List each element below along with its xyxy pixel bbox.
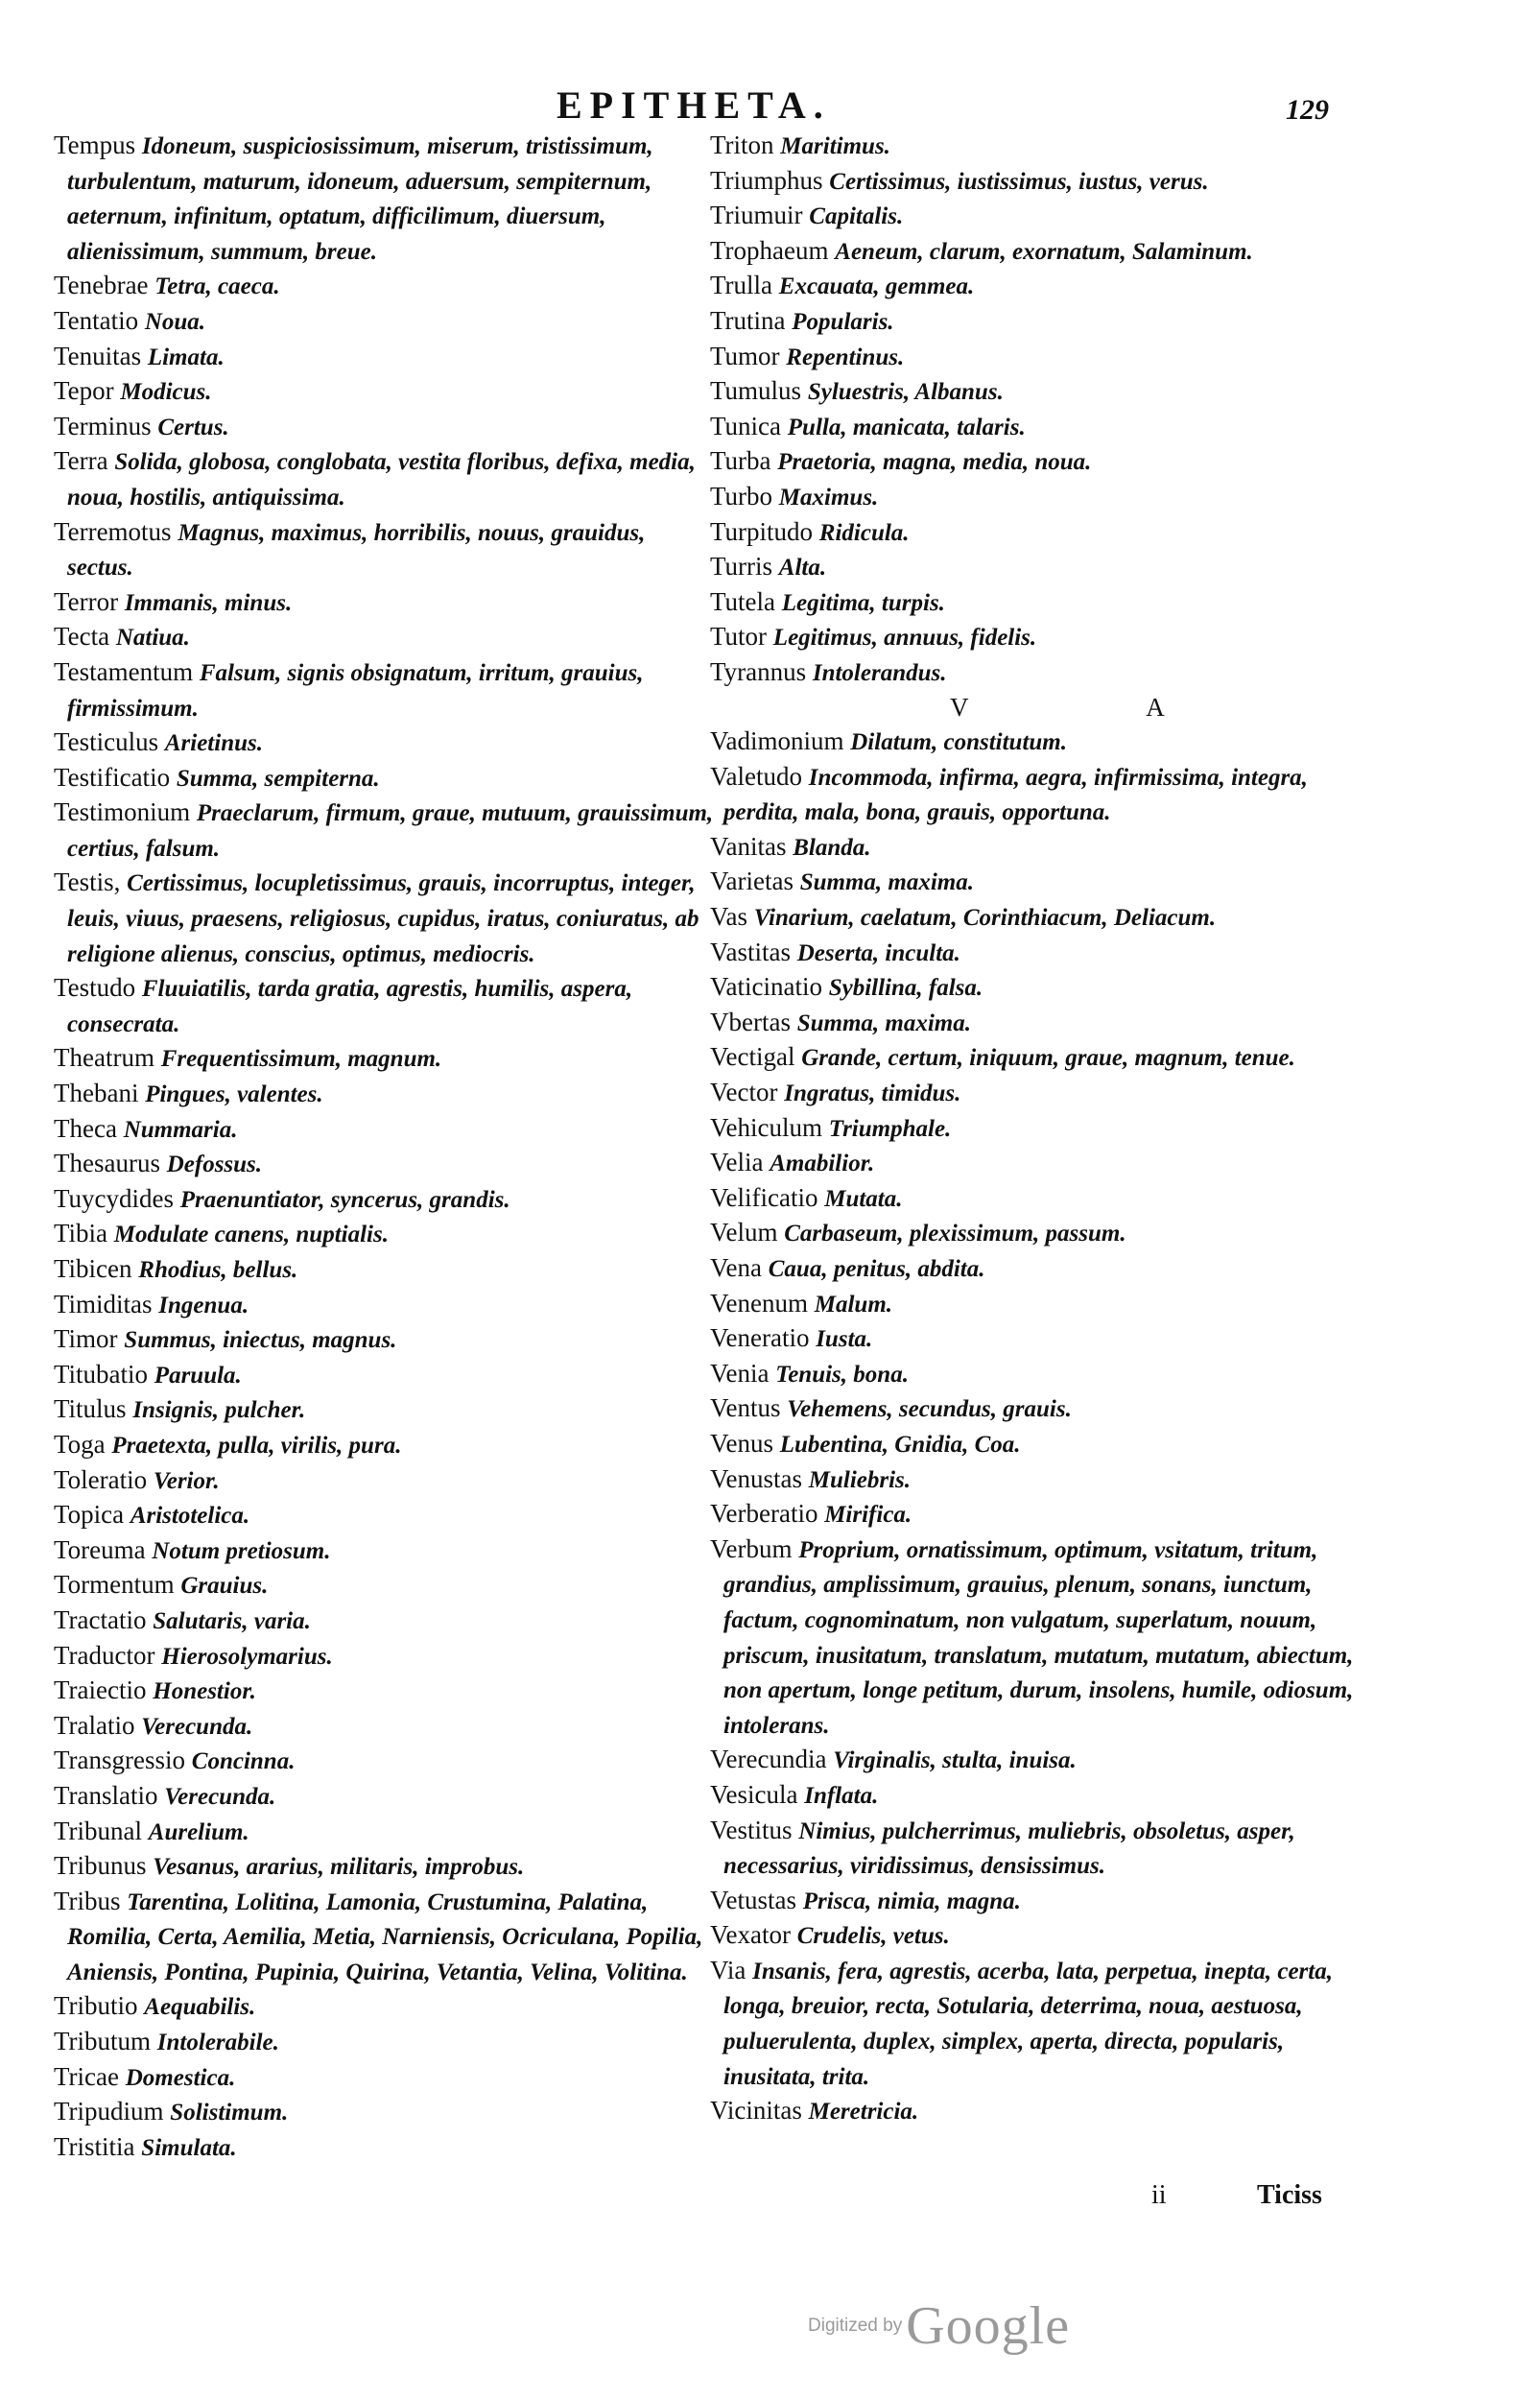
dictionary-entry <box>54 374 716 410</box>
entry-epithets: Rhodius, bellus. <box>138 1257 298 1283</box>
entry-headword: Tuycydides <box>54 1183 175 1213</box>
entry-headword: Vehiculum <box>710 1112 822 1142</box>
dictionary-entry <box>54 1885 716 1990</box>
entry-headword: Thebani <box>54 1079 139 1108</box>
dictionary-entry <box>710 1111 1372 1147</box>
entry-headword: Terminus <box>54 411 152 440</box>
entry-headword: Vaticinatio <box>710 972 822 1002</box>
dictionary-entry <box>710 480 1372 515</box>
entry-headword: Turba <box>710 446 771 476</box>
entry-epithets: Excauata, gemmea. <box>778 273 975 300</box>
entry-epithets: Capitalis. <box>809 203 904 230</box>
running-head: EPITHETA. <box>557 83 831 127</box>
entry-headword: Vena <box>710 1253 762 1282</box>
entry-headword: Venia <box>710 1358 770 1388</box>
entry-headword: Vestitus <box>710 1815 793 1844</box>
dictionary-entry <box>54 304 716 340</box>
entry-epithets: Grande, certum, iniquum, graue, magnum, tenue. <box>801 1045 1295 1072</box>
entry-headword: Testudo <box>54 973 136 1003</box>
entry-headword: Triton <box>710 131 774 159</box>
entry-epithets: Tarentina, Lolitina, Lamonia, Crustumina, Palatina, Romilia, Certa, Aemilia, Metia, Narniensis, Ocriculana, Popilia, Aniensis, Pontina, Pupinia, Quirina, Vetantia, Velina, Volitina. <box>67 1888 703 1985</box>
entry-epithets: Repentinus. <box>786 344 905 370</box>
entry-headword: Terremotus <box>54 516 172 546</box>
dictionary-entry <box>54 269 716 304</box>
entry-headword: Vexator <box>710 1920 791 1950</box>
section-heading: V A <box>950 692 1251 722</box>
dictionary-entry <box>54 1849 716 1885</box>
entry-headword: Vetustas <box>710 1885 796 1914</box>
entry-headword: Tributio <box>54 1991 138 2021</box>
entry-headword: Venustas <box>710 1463 802 1493</box>
entry-headword: Toga <box>54 1429 106 1459</box>
entry-epithets: Mutata. <box>824 1185 903 1212</box>
entry-epithets: Insignis, pulcher. <box>132 1397 306 1424</box>
entry-epithets: Praenuntiator, syncerus, grandis. <box>179 1186 510 1213</box>
dictionary-entry <box>710 340 1372 375</box>
entry-epithets: Aurelium. <box>148 1818 249 1845</box>
dictionary-entry <box>710 129 1372 164</box>
entry-headword: Tunica <box>710 411 782 440</box>
entry-headword: Verberatio <box>710 1499 818 1529</box>
dictionary-entry <box>710 900 1372 936</box>
page-number: 129 <box>1286 94 1329 126</box>
entry-headword: Tormentum <box>54 1570 175 1600</box>
entry-epithets: Modulate canens, nuptialis. <box>113 1222 389 1248</box>
dictionary-entry <box>54 444 716 514</box>
entry-headword: Testimonium <box>54 797 191 827</box>
dictionary-entry <box>710 1146 1372 1181</box>
entry-epithets: Verecunda. <box>141 1713 253 1740</box>
dictionary-entry <box>710 1006 1372 1041</box>
entry-headword: Testis, <box>54 867 121 897</box>
dictionary-entry <box>710 865 1372 900</box>
entry-epithets: Honestior. <box>153 1678 256 1705</box>
entry-epithets: Certissimus, iustissimus, iustus, verus. <box>829 168 1209 195</box>
entry-headword: Timor <box>54 1324 118 1354</box>
entry-headword: Venenum <box>710 1288 808 1318</box>
digitized-by-text: Digitized by <box>808 2316 903 2336</box>
entry-epithets: Popularis. <box>792 308 894 335</box>
dictionary-entry <box>710 1462 1372 1498</box>
entry-epithets: Arietinus. <box>164 730 263 757</box>
dictionary-entry <box>54 655 716 725</box>
entry-headword: Testiculus <box>54 727 159 757</box>
dictionary-entry <box>54 1217 716 1252</box>
dictionary-entry <box>54 340 716 375</box>
entry-headword: Traiectio <box>54 1675 147 1705</box>
entry-headword: Vectigal <box>710 1042 795 1072</box>
entry-epithets: Alta. <box>778 555 827 582</box>
entry-epithets: Falsum, signis obsignatum, irritum, grauius, firmissimum. <box>67 659 644 722</box>
entry-headword: Turbo <box>710 481 773 511</box>
entry-headword: Tribus <box>54 1886 121 1915</box>
dictionary-entry <box>710 1181 1372 1217</box>
dictionary-entry <box>710 199 1372 234</box>
entry-headword: Tenuitas <box>54 341 142 370</box>
entry-epithets: Limata. <box>147 344 225 370</box>
entry-headword: Via <box>710 1955 746 1984</box>
dictionary-entry <box>710 1427 1372 1462</box>
entry-epithets: Pingues, valentes. <box>145 1081 323 1108</box>
entry-headword: Tentatio <box>54 305 139 335</box>
entry-epithets: Legitima, turpis. <box>781 589 945 616</box>
entry-epithets: Lubentina, Gnidia, Coa. <box>779 1431 1021 1458</box>
dictionary-entry <box>54 1568 716 1603</box>
entry-epithets: Triumphale. <box>828 1115 952 1142</box>
entry-headword: Translatio <box>54 1780 158 1810</box>
entry-epithets: Mirifica. <box>824 1502 912 1529</box>
entry-epithets: Malum. <box>814 1291 893 1318</box>
entry-epithets: Caua, penitus, abdita. <box>768 1256 985 1282</box>
entry-epithets: Tetra, caeca. <box>154 273 280 300</box>
entry-headword: Thesaurus <box>54 1149 160 1178</box>
entry-epithets: Sybillina, falsa. <box>828 975 983 1002</box>
entry-headword: Tibia <box>54 1219 108 1248</box>
entry-epithets: Vehemens, secundus, grauis. <box>787 1396 1072 1423</box>
entry-headword: Trophaeum <box>710 235 829 265</box>
entry-epithets: Nummaria. <box>123 1116 238 1143</box>
entry-epithets: Aeneum, clarum, exornatum, Salaminum. <box>835 238 1253 265</box>
entry-epithets: Dilatum, constitutum. <box>850 729 1068 756</box>
dictionary-entry <box>54 1639 716 1675</box>
dictionary-entry <box>710 2094 1372 2129</box>
entry-epithets: Vesanus, ararius, militaris, improbus. <box>153 1854 525 1881</box>
entry-headword: Turpitudo <box>710 516 814 546</box>
dictionary-entry <box>54 1077 716 1112</box>
entry-epithets: Concinna. <box>191 1748 296 1775</box>
entry-headword: Turris <box>710 552 773 582</box>
dictionary-entry <box>710 1497 1372 1532</box>
entry-headword: Tecta <box>54 622 110 652</box>
entry-headword: Tenebrae <box>54 271 149 300</box>
dictionary-entry <box>54 585 716 621</box>
entry-epithets: Defossus. <box>166 1152 263 1178</box>
entry-headword: Tribunus <box>54 1851 147 1881</box>
dictionary-entry <box>710 1357 1372 1392</box>
entry-headword: Testamentum <box>54 656 194 686</box>
entry-headword: Triumuir <box>710 201 803 230</box>
dictionary-entry <box>710 234 1372 270</box>
dictionary-entry <box>710 936 1372 971</box>
entry-epithets: Pulla, manicata, talaris. <box>787 414 1026 440</box>
entry-epithets: Crudelis, vetus. <box>796 1923 950 1950</box>
entry-headword: Veneratio <box>710 1323 810 1353</box>
entry-epithets: Incommoda, infirma, aegra, infirmissima, integra, perdita, mala, bona, grauis, opportuna. <box>723 764 1308 826</box>
dictionary-entry <box>54 1674 716 1709</box>
entry-headword: Tumulus <box>710 376 802 406</box>
entry-headword: Velificatio <box>710 1182 818 1212</box>
entry-epithets: Legitimus, annuus, fidelis. <box>772 625 1037 652</box>
dictionary-entry <box>710 585 1372 621</box>
entry-headword: Theca <box>54 1113 117 1143</box>
entry-epithets: Intolerabile. <box>156 2030 279 2056</box>
entry-headword: Verecundia <box>710 1745 827 1774</box>
entry-headword: Valetudo <box>710 761 802 791</box>
dictionary-entry <box>710 304 1372 340</box>
catchword: Ticiss <box>1257 2180 1322 2210</box>
entry-headword: Tumor <box>710 341 780 370</box>
entry-headword: Tribunal <box>54 1816 143 1845</box>
entry-headword: Tralatio <box>54 1710 135 1740</box>
entry-headword: Theatrum <box>54 1043 154 1073</box>
dictionary-entry <box>54 2095 716 2130</box>
entry-headword: Tutor <box>710 622 768 652</box>
entry-epithets: Magnus, maximus, horribilis, nouus, grauidus, sectus. <box>67 519 646 582</box>
dictionary-entry <box>710 1918 1372 1954</box>
entry-epithets: Notum pretiosum. <box>152 1537 331 1564</box>
entry-epithets: Prisca, nimia, magna. <box>802 1888 1021 1914</box>
entry-headword: Topica <box>54 1500 125 1530</box>
dictionary-entry <box>54 1288 716 1323</box>
entry-epithets: Syluestris, Albanus. <box>807 379 1004 406</box>
dictionary-entry <box>710 1040 1372 1076</box>
dictionary-entry <box>54 1392 716 1428</box>
dictionary-entry <box>54 129 716 269</box>
signature-mark: ii <box>1151 2180 1167 2210</box>
entry-headword: Velia <box>710 1148 764 1177</box>
google-logo: Google <box>906 2296 1071 2356</box>
entry-headword: Venus <box>710 1428 773 1458</box>
dictionary-entry <box>54 2025 716 2060</box>
entry-headword: Tepor <box>54 376 114 406</box>
dictionary-entry <box>710 269 1372 304</box>
entry-headword: Tutela <box>710 586 776 616</box>
entry-headword: Terra <box>54 446 108 476</box>
dictionary-entry <box>54 1463 716 1499</box>
dictionary-entry <box>54 1779 716 1815</box>
dictionary-entry <box>710 1251 1372 1287</box>
dictionary-entry <box>710 1391 1372 1427</box>
entry-epithets: Immanis, minus. <box>124 589 293 616</box>
dictionary-entry <box>54 1533 716 1569</box>
entry-headword: Toleratio <box>54 1464 148 1494</box>
dictionary-entry <box>54 515 716 585</box>
entry-epithets: Deserta, inculta. <box>796 939 960 966</box>
dictionary-entry <box>710 655 1372 691</box>
entry-epithets: Carbaseum, plexissimum, passum. <box>784 1221 1126 1247</box>
entry-epithets: Paruula. <box>154 1362 242 1389</box>
entry-headword: Ventus <box>710 1393 781 1423</box>
entry-epithets: Domestica. <box>125 2064 236 2091</box>
entry-headword: Tibicen <box>54 1254 132 1283</box>
entry-headword: Timiditas <box>54 1289 153 1318</box>
dictionary-entry <box>710 1287 1372 1322</box>
entry-headword: Vastitas <box>710 937 791 966</box>
dictionary-entry <box>54 1322 716 1358</box>
dictionary-entry <box>54 1709 716 1745</box>
entry-epithets: Nimius, pulcherrimus, muliebris, obsoletus, asper, necessarius, viridissimus, densissimus. <box>723 1817 1295 1880</box>
entry-headword: Titubatio <box>54 1359 149 1389</box>
entry-headword: Vbertas <box>710 1007 791 1036</box>
entry-epithets: Intolerandus. <box>812 659 947 686</box>
entry-epithets: Fluuiatilis, tarda gratia, agrestis, humilis, aspera, consecrata. <box>67 976 633 1037</box>
entry-epithets: Verecunda. <box>164 1783 276 1810</box>
dictionary-entry <box>54 2060 716 2096</box>
dictionary-entry <box>710 444 1372 480</box>
dictionary-entry <box>54 1041 716 1077</box>
dictionary-entry <box>54 1498 716 1533</box>
entry-epithets: Summa, sempiterna. <box>176 765 380 792</box>
dictionary-entry <box>710 760 1372 830</box>
dictionary-entry <box>710 410 1372 445</box>
entry-epithets: Simulata. <box>141 2134 237 2161</box>
entry-headword: Tristitia <box>54 2131 135 2161</box>
dictionary-entry <box>710 830 1372 866</box>
entry-epithets: Meretricia. <box>808 2099 919 2126</box>
entry-epithets: Tenuis, bona. <box>775 1361 909 1388</box>
entry-epithets: Certus. <box>157 414 229 440</box>
entry-epithets: Ridicula. <box>818 519 910 546</box>
entry-epithets: Frequentissimum, magnum. <box>160 1046 442 1073</box>
entry-epithets: Muliebris. <box>808 1466 912 1493</box>
entry-epithets: Idoneum, suspiciosissimum, miserum, tristissimum, turbulentum, maturum, idoneum, aduersum, sempiternum, aeternum, infinitum, optatum, difficilimum, diuersum, alienissimum, summum, breue. <box>67 133 653 265</box>
entry-headword: Trulla <box>710 271 773 300</box>
entry-epithets: Maritimus. <box>780 133 890 159</box>
dictionary-entry <box>710 164 1372 200</box>
entry-headword: Tractatio <box>54 1604 147 1634</box>
entry-epithets: Inflata. <box>804 1782 879 1809</box>
entry-headword: Tempus <box>54 131 136 159</box>
entry-epithets: Proprium, ornatissimum, optimum, vsitatum, tritum, grandius, amplissimum, grauius, plenum, sonans, iunctum, factum, cognominatum, non vulgatum, superlatum, nouum, priscum, inusitatum, translatum, mutatum, mutatum, abiectum, non apertum, longe petitum, durum, insolens, humile, odiosum, intolerans. <box>723 1536 1354 1739</box>
dictionary-entry <box>54 410 716 445</box>
dictionary-entry <box>54 1252 716 1288</box>
dictionary-entry <box>54 761 716 796</box>
dictionary-entry <box>54 866 716 971</box>
entry-epithets: Summa, maxima. <box>799 869 975 896</box>
entry-headword: Verbum <box>710 1533 793 1563</box>
entry-headword: Triumphus <box>710 165 823 195</box>
dictionary-entry <box>710 1321 1372 1357</box>
dictionary-entry <box>710 1743 1372 1778</box>
dictionary-entry <box>710 1954 1372 2094</box>
entry-epithets: Aequabilis. <box>144 1994 256 2021</box>
entry-epithets: Hierosolymarius. <box>161 1643 333 1670</box>
entry-headword: Tyrannus <box>710 656 807 686</box>
dictionary-entry <box>54 725 716 761</box>
entry-epithets: Amabilior. <box>770 1151 875 1177</box>
entry-headword: Tributum <box>54 2027 152 2056</box>
dictionary-entry <box>54 1989 716 2025</box>
dictionary-entry <box>710 1778 1372 1814</box>
entry-epithets: Ingratus, timidus. <box>784 1081 961 1107</box>
entry-epithets: Blanda. <box>793 834 871 861</box>
dictionary-entry <box>710 620 1372 655</box>
dictionary-entry <box>54 971 716 1041</box>
dictionary-entry <box>54 1744 716 1779</box>
dictionary-entry <box>54 620 716 655</box>
dictionary-entry <box>54 2130 716 2166</box>
entry-epithets: Solida, globosa, conglobata, vestita floribus, defixa, media, noua, hostilis, antiquissima. <box>67 449 696 511</box>
entry-headword: Tripudium <box>54 2097 164 2126</box>
dictionary-entry <box>54 1603 716 1639</box>
dictionary-entry <box>710 970 1372 1006</box>
entry-headword: Testificatio <box>54 762 171 792</box>
entry-epithets: Praeclarum, firmum, graue, mutuum, grauissimum, certius, falsum. <box>67 800 714 862</box>
dictionary-entry <box>54 1358 716 1393</box>
entry-epithets: Praetexta, pulla, virilis, pura. <box>111 1432 402 1459</box>
entry-epithets: Summa, maxima. <box>796 1009 972 1036</box>
dictionary-entry <box>710 374 1372 410</box>
dictionary-entry <box>710 1076 1372 1111</box>
entry-epithets: Solistimum. <box>170 2100 289 2126</box>
entry-epithets: Salutaris, varia. <box>153 1607 311 1634</box>
entry-headword: Toreuma <box>54 1534 146 1564</box>
dictionary-entry <box>710 515 1372 551</box>
entry-epithets: Iusta. <box>816 1326 873 1353</box>
entry-headword: Tricae <box>54 2061 119 2091</box>
entry-epithets: Praetoria, magna, media, noua. <box>777 449 1092 476</box>
left-column <box>54 129 716 2165</box>
dictionary-entry <box>54 1428 716 1463</box>
dictionary-entry <box>710 1532 1372 1744</box>
entry-epithets: Virginalis, stulta, inuisa. <box>833 1747 1077 1774</box>
entry-headword: Vanitas <box>710 831 787 861</box>
entry-epithets: Grauius. <box>180 1573 269 1600</box>
entry-headword: Varietas <box>710 867 794 896</box>
dictionary-entry <box>54 796 716 866</box>
entry-epithets: Summus, iniectus, magnus. <box>124 1327 397 1354</box>
entry-headword: Vesicula <box>710 1779 798 1809</box>
dictionary-entry <box>54 1112 716 1148</box>
entry-epithets: Insanis, fera, agrestis, acerba, lata, perpetua, inepta, certa, longa, breuior, recta, Sotularia, deterrima, noua, aestuosa, puluerulenta, duplex, simplex, aperta, directa, popularis, inusitata, trita. <box>723 1958 1333 2090</box>
digitized-by-watermark <box>808 2295 1070 2357</box>
entry-headword: Vector <box>710 1078 778 1107</box>
entry-epithets: Certissimus, locupletissimus, grauis, incorruptus, integer, leuis, viuus, praesens, religiosus, cupidus, iratus, coniuratus, ab religione alienus, conscius, optimus, mediocris. <box>67 870 699 967</box>
entry-headword: Terror <box>54 586 119 616</box>
entry-headword: Titulus <box>54 1394 127 1424</box>
dictionary-entry <box>710 1814 1372 1884</box>
entry-headword: Vas <box>710 902 747 932</box>
dictionary-entry <box>710 550 1372 585</box>
entry-epithets: Verior. <box>153 1467 220 1494</box>
entry-epithets: Modicus. <box>120 379 212 406</box>
dictionary-entry <box>710 724 1372 760</box>
entry-epithets: Natiua. <box>115 625 190 652</box>
dictionary-entry <box>710 1884 1372 1919</box>
entry-epithets: Noua. <box>144 308 206 335</box>
dictionary-entry <box>54 1147 716 1182</box>
entry-epithets: Ingenua. <box>158 1292 249 1318</box>
entry-headword: Traductor <box>54 1640 155 1670</box>
entry-headword: Transgressio <box>54 1746 186 1775</box>
right-column <box>710 129 1372 2129</box>
entry-epithets: Maximus. <box>778 484 879 511</box>
dictionary-entry <box>710 1216 1372 1251</box>
entry-epithets: Vinarium, caelatum, Corinthiacum, Deliacum. <box>753 905 1217 932</box>
entry-headword: Vadimonium <box>710 726 844 756</box>
entry-epithets: Aristotelica. <box>130 1503 250 1530</box>
dictionary-entry <box>54 1815 716 1850</box>
dictionary-entry <box>54 1182 716 1218</box>
entry-headword: Trutina <box>710 305 786 335</box>
entry-headword: Velum <box>710 1218 778 1247</box>
entry-headword: Vicinitas <box>710 2096 802 2126</box>
